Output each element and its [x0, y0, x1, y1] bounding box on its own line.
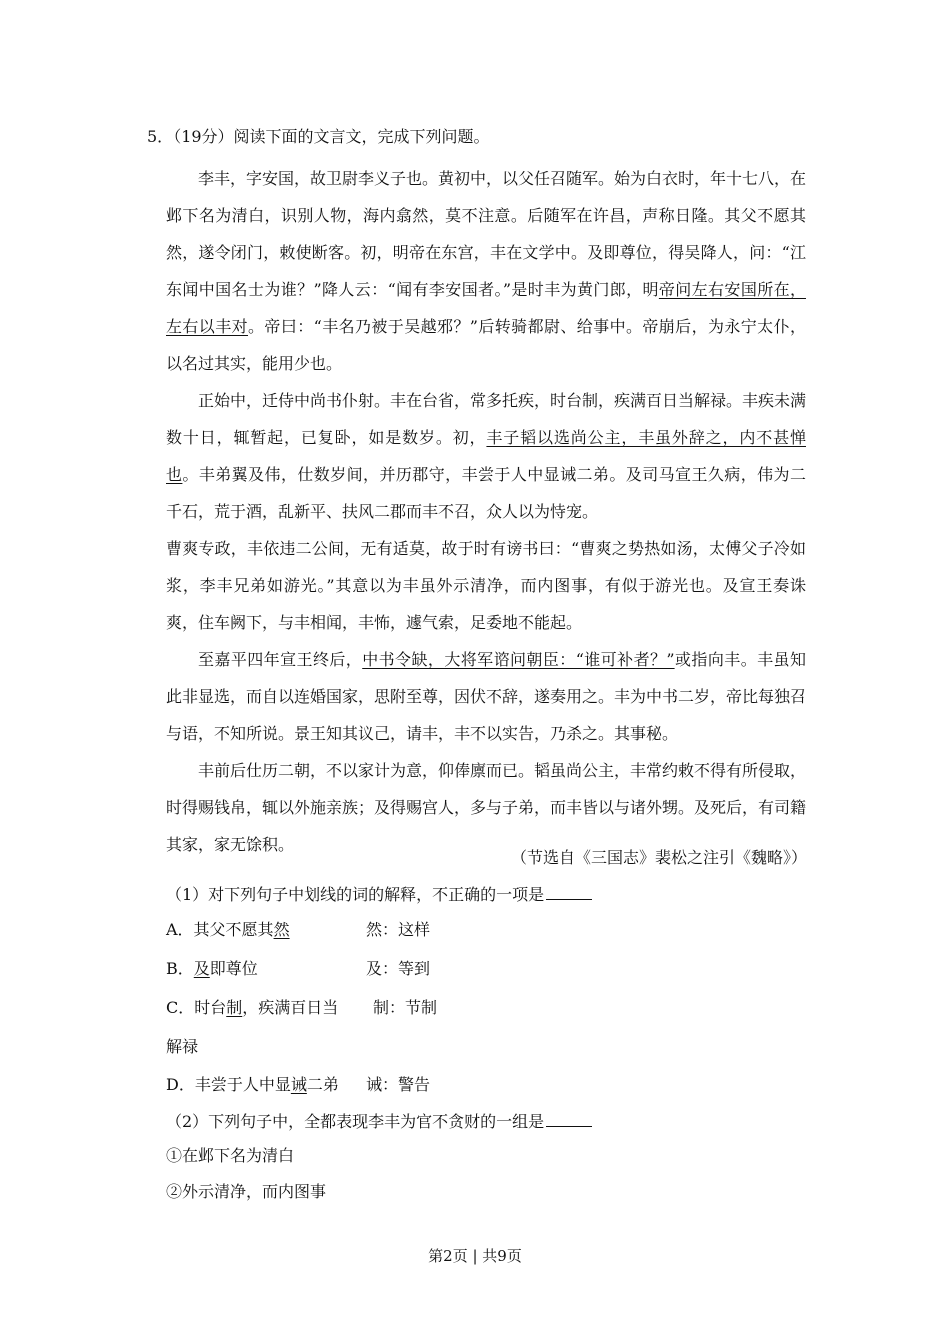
subquestion-1-stem	[166, 884, 592, 906]
underlined-word: 诫	[290, 1075, 307, 1094]
passage-source: （节选自《三国志》裴松之注引《魏略》）	[510, 848, 807, 867]
question-header	[147, 126, 490, 148]
passage-text: 。丰弟翼及伟，仕数岁间，并历郡守，丰尝于人中显诫二弟。及司马宣王久病，伟为二千石，荒于酒，乱新平、扶风二郡而丰不召，众人以为恃宠。	[166, 465, 806, 521]
passage-paragraph-1	[166, 160, 806, 382]
option-text: ，疾满百日当	[242, 998, 339, 1017]
sub2-item-2: ②外示清净，而内图事	[166, 1182, 327, 1201]
passage-paragraph-2	[166, 382, 806, 530]
option-text: B．	[166, 959, 194, 978]
underlined-word: 制	[226, 998, 243, 1017]
option-text: A．其父不愿其	[166, 920, 274, 939]
option-b-explanation: 及：等到	[366, 959, 431, 978]
stem-text: （2）下列句子中，全都表现李丰为官不贪财的一组是	[166, 1112, 545, 1131]
option-c[interactable]	[166, 997, 338, 1019]
passage-paragraph-5: 丰前后仕历二朝，不以家计为意，仰俸廪而已。韬虽尚公主，丰常约敕不得有所侵取，时得赐钱帛，辄以外施亲族；及得赐宫人，多与子弟，而丰皆以与诸外甥。及死后，有司籍其家，家无馀积。	[166, 761, 807, 854]
underlined-sentence: 帝问左右安国所在，左右以丰对	[166, 280, 806, 336]
passage-text: 。帝曰：“丰名乃被于吴越邪？”后转骑都尉、给事中。帝崩后，为永宁太仆，以名过其实，能用少也。	[166, 317, 806, 373]
option-text: C．时台	[166, 998, 227, 1017]
answer-blank[interactable]	[546, 1111, 592, 1127]
option-a-explanation: 然：这样	[366, 920, 431, 939]
option-text: 即尊位	[209, 959, 258, 978]
option-text: D．丰尝于人中显	[166, 1075, 291, 1094]
option-d-explanation: 诫：警告	[366, 1075, 431, 1094]
passage-text: 李丰，字安国，故卫尉李义子也。黄初中，以父任召随军。始为白衣时，年十七八，在邺下名为清白，识别人物，海内翕然，莫不注意。后随军在许昌，声称日隆。其父不愿其然，遂令闭门，敕使断客。初，明帝在东宫，丰在文学中。及即尊位，得吴降人，问：“江东闻中国名士为谁？”降人云：“闻有李安国者。”是时丰为黄门郎，明	[166, 169, 807, 299]
option-c-continuation: 解禄	[166, 1037, 199, 1056]
subquestion-2-stem	[166, 1111, 592, 1133]
option-b[interactable]	[166, 958, 258, 980]
page-footer: 第2页 | 共9页	[428, 1247, 522, 1265]
passage-paragraph-4	[166, 641, 806, 752]
passage-text: 或指向丰。丰虽知此非显选，而自以连婚国家，思附至尊，因伏不辞，遂奏用之。丰为中书二岁，帝比每独召与语，不知所说。景王知其议己，请丰，丰不以实告，乃杀之。其事秘。	[166, 650, 807, 743]
passage-text: 至嘉平四年宣王终后，	[198, 650, 363, 669]
underlined-word: 及	[193, 959, 210, 978]
passage-text: 正始中，迁侍中尚书仆射。丰在台省，常多托疾，时台制，疾满百日当解禄。丰疾未满数十日，辄暂起，已复卧，如是数岁。初，	[166, 391, 807, 447]
option-d[interactable]	[166, 1074, 339, 1096]
question-number: 5．	[147, 127, 174, 146]
underlined-sentence: 丰子韬以选尚公主，丰虽外辞之，内不甚惮也	[166, 428, 806, 484]
passage-paragraph-3: 曹爽专政，丰依违二公间，无有适莫，故于时有谤书曰：“曹爽之势热如汤，太傅父子冷如浆，李丰兄弟如游光。”其意以为丰虽外示清净，而内图事，有似于游光也。及宣王奏诛爽，住车阙下，与丰相闻，丰怖，遽气索，足委地不能起。	[166, 539, 806, 632]
classical-passage	[166, 160, 806, 863]
question-instruction: （19分）阅读下面的文言文，完成下列问题。	[173, 127, 490, 146]
option-c-explanation: 制：节制	[373, 998, 438, 1017]
answer-blank[interactable]	[546, 884, 592, 900]
underlined-sentence: 中书令缺，大将军谘问朝臣：“谁可补者？”	[362, 650, 675, 669]
underlined-word: 然	[273, 920, 290, 939]
stem-text: （1）对下列句子中划线的词的解释，不正确的一项是	[166, 885, 545, 904]
option-a[interactable]	[166, 919, 290, 941]
option-text: 二弟	[306, 1075, 339, 1094]
sub2-item-1: ①在邺下名为清白	[166, 1146, 295, 1165]
